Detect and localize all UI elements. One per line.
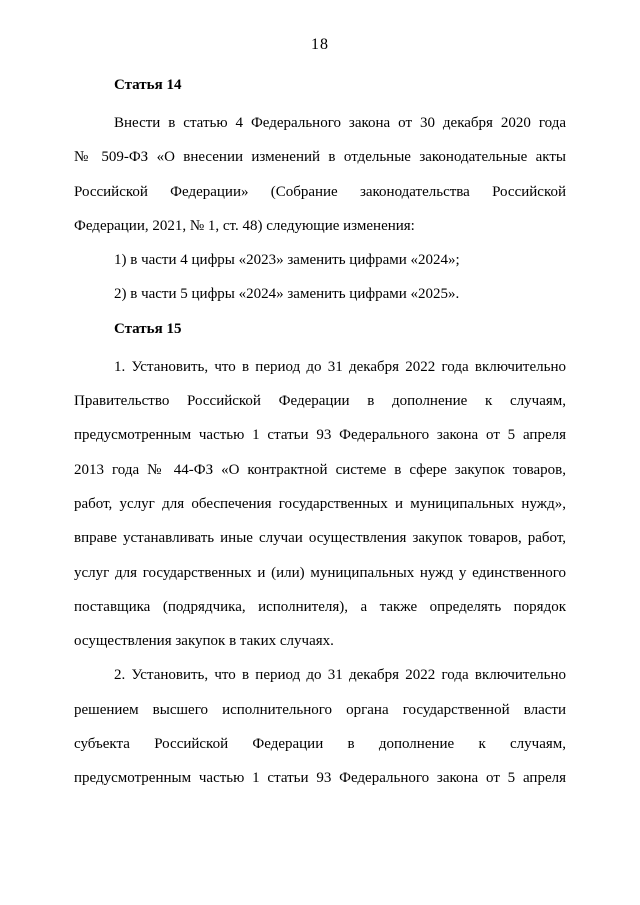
article-15-p1-line: поставщика (подрядчика, исполнителя), а также определять порядок (74, 598, 566, 615)
article-14-intro-line: Российской Федерации» (Собрание законодательства Российской (74, 183, 566, 200)
article-14-intro-line: Федерации, 2021, № 1, ст. 48) следующие изменения: (74, 217, 415, 234)
article-15-p2-line: предусмотренным частью 1 статьи 93 Федерального закона от 5 апреля (74, 770, 566, 787)
article-14-heading: Статья 14 (114, 77, 182, 93)
article-15-p2-line: 2. Установить, что в период до 31 декабря 2022 года включительно (114, 667, 566, 684)
article-14-item-2 (74, 277, 566, 311)
article-15-p2-line: решением высшего исполнительного органа государственной власти (74, 701, 566, 718)
page-number: 18 (311, 36, 329, 53)
article-15-p1-line: работ, услуг для обеспечения государственных и муниципальных нужд», (74, 495, 566, 512)
article-14-intro-line: № 509-ФЗ «О внесении изменений в отдельные законодательные акты (74, 149, 566, 166)
article-15-p1-line: Правительство Российской Федерации в дополнение к случаям, (74, 393, 566, 410)
article-14-item-2-text: 2) в части 5 цифры «2024» заменить цифрами «2025». (114, 286, 460, 303)
article-14-item-1 (74, 243, 566, 277)
article-15-p1-line: услуг для государственных и (или) муниципальных нужд у единственного (74, 564, 566, 581)
document-body (74, 68, 566, 796)
article-14-item-1-text: 1) в части 4 цифры «2023» заменить цифрами «2024»; (114, 252, 460, 269)
article-15-p1-line: 1. Установить, что в период до 31 декабря 2022 года включительно (114, 358, 566, 375)
article-15-p1-line: 2013 года № 44-ФЗ «О контрактной системе в сфере закупок товаров, (74, 461, 566, 478)
article-15-p1-line: предусмотренным частью 1 статьи 93 Федерального закона от 5 апреля (74, 427, 566, 444)
article-15-p1-line: осуществления закупок в таких случаях. (74, 633, 334, 650)
article-15-p1-line: вправе устанавливать иные случаи осуществления закупок товаров, работ, (74, 530, 566, 547)
article-14-intro (74, 106, 566, 243)
article-15-heading: Статья 15 (114, 320, 182, 337)
article-15-p2-line: субъекта Российской Федерации в дополнение к случаям, (74, 736, 566, 753)
article-14-intro-line: Внести в статью 4 Федерального закона от 30 декабря 2020 года (114, 115, 566, 131)
article-15-paragraph-2 (74, 658, 566, 795)
article-15-paragraph-1 (74, 350, 566, 659)
